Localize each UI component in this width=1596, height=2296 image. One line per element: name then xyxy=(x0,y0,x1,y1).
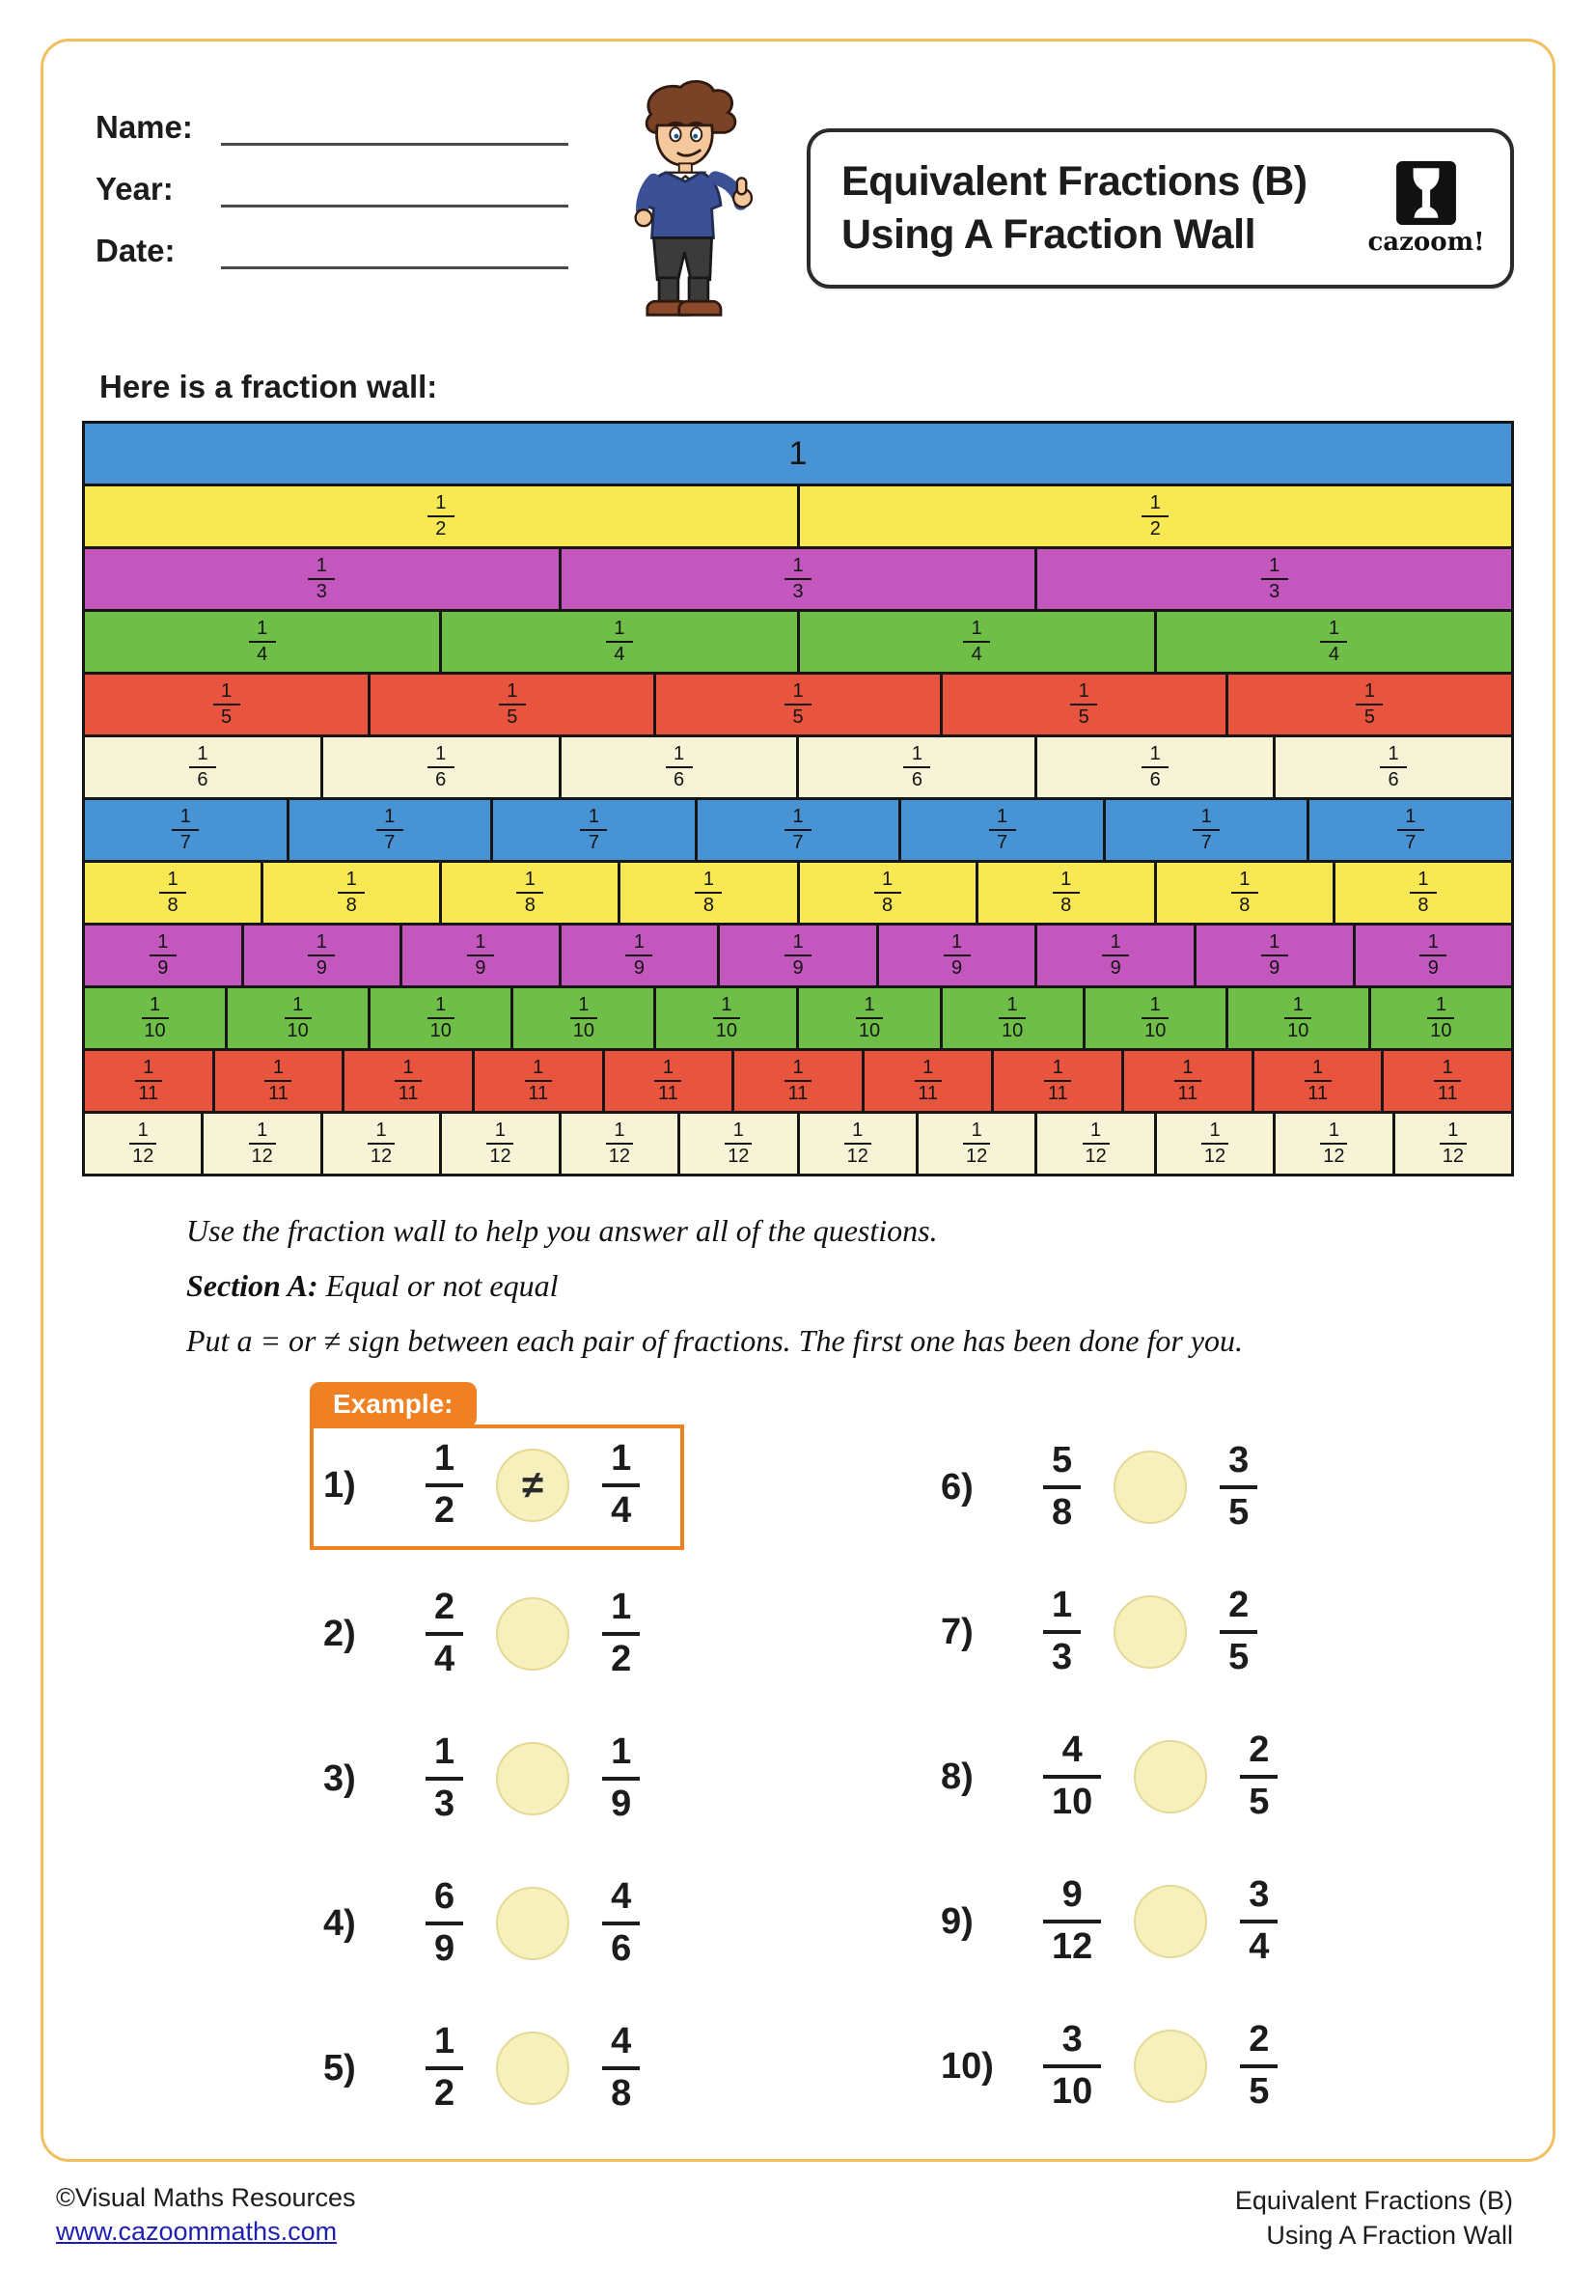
fraction-wall-row xyxy=(82,672,1514,737)
fraction-cell-1-7: $\frac{1}{7}$ xyxy=(1103,797,1310,863)
fraction-cell-1-8: $\frac{1}{8}$ xyxy=(261,860,442,926)
fraction-right: $\frac{2}{5}$ xyxy=(1240,1731,1278,1822)
date-input-line[interactable] xyxy=(221,235,568,269)
fraction-cell-1-7: $\frac{1}{7}$ xyxy=(82,797,289,863)
fraction-right: $\frac{4}{6}$ xyxy=(602,1878,640,1969)
question-number: 5) xyxy=(323,2047,356,2089)
fraction-cell-1-12: $\frac{1}{12}$ xyxy=(559,1111,680,1176)
fraction-cell-1-6: $\frac{1}{6}$ xyxy=(320,734,562,800)
name-input-line[interactable] xyxy=(221,111,568,146)
question-row-4 xyxy=(323,1872,798,1975)
fraction-wall xyxy=(82,421,1514,1176)
fraction-cell-1-2: $\frac{1}{2}$ xyxy=(797,484,1515,549)
fraction-wall-row xyxy=(82,1048,1514,1114)
question-row-6 xyxy=(941,1436,1514,1538)
header xyxy=(82,94,1514,355)
fraction-cell-1-9: $\frac{1}{9}$ xyxy=(876,923,1038,988)
question-number: 2) xyxy=(323,1613,356,1654)
year-field-row xyxy=(96,171,584,207)
questions-right-column xyxy=(798,1378,1514,2162)
instructions xyxy=(186,1213,1514,1359)
footer-title-line2: Using A Fraction Wall xyxy=(1266,2221,1513,2251)
fraction-wall-row xyxy=(82,923,1514,988)
fraction-right: $\frac{3}{5}$ xyxy=(1220,1442,1257,1533)
fraction-cell-1-6: $\frac{1}{6}$ xyxy=(1034,734,1276,800)
fraction-cell-1-12: $\frac{1}{12}$ xyxy=(1154,1111,1276,1176)
fraction-cell-1-5: $\frac{1}{5}$ xyxy=(82,672,371,737)
answer-circle[interactable] xyxy=(1134,1885,1207,1958)
cazoom-goblet-icon xyxy=(1396,161,1456,225)
fraction-cell-1-5: $\frac{1}{5}$ xyxy=(368,672,656,737)
fraction-cell-1-9: $\frac{1}{9}$ xyxy=(241,923,403,988)
fraction-cell-1-7: $\frac{1}{7}$ xyxy=(898,797,1106,863)
fraction-cell-1-9: $\frac{1}{9}$ xyxy=(399,923,562,988)
question-number: 1) xyxy=(323,1464,356,1506)
fraction-cell-1-10: $\frac{1}{10}$ xyxy=(796,985,942,1051)
fraction-cell-1-5: $\frac{1}{5}$ xyxy=(940,672,1228,737)
fraction-cell-1-8: $\frac{1}{8}$ xyxy=(439,860,620,926)
question-row-5 xyxy=(323,2017,798,2119)
fraction-cell-1-5: $\frac{1}{5}$ xyxy=(653,672,942,737)
fraction-cell-1-11: $\frac{1}{11}$ xyxy=(731,1048,865,1114)
fraction-cell-1-9: $\frac{1}{9}$ xyxy=(1194,923,1356,988)
fraction-cell-1-10: $\frac{1}{10}$ xyxy=(225,985,371,1051)
cazoom-website-link[interactable]: www.cazoommaths.com xyxy=(56,2217,338,2246)
fraction-cell-1-7: $\frac{1}{7}$ xyxy=(287,797,494,863)
fraction-cell-1-3: $\frac{1}{3}$ xyxy=(559,546,1038,612)
year-label: Year: xyxy=(96,171,174,207)
answer-circle[interactable] xyxy=(496,2032,569,2105)
fraction-wall-row xyxy=(82,734,1514,800)
fraction-cell-1-4: $\frac{1}{4}$ xyxy=(797,609,1157,675)
footer-document-title xyxy=(1235,2183,1513,2254)
footer-left xyxy=(56,2183,356,2254)
fraction-left: $\frac{5}{8}$ xyxy=(1043,1442,1081,1533)
fraction-right: $\frac{3}{4}$ xyxy=(1240,1876,1278,1967)
footer xyxy=(56,2183,1513,2254)
answer-circle[interactable] xyxy=(1134,2030,1207,2103)
fraction-cell-1-11: $\frac{1}{11}$ xyxy=(862,1048,995,1114)
question-number: 10) xyxy=(941,2045,994,2087)
questions-section xyxy=(82,1378,1514,2162)
answer-circle[interactable] xyxy=(496,1742,569,1815)
fraction-cell-1-3: $\frac{1}{3}$ xyxy=(1034,546,1514,612)
fraction-cell-1-9: $\frac{1}{9}$ xyxy=(1034,923,1197,988)
fraction-wall-row xyxy=(82,546,1514,612)
fraction-cell-1-12: $\frac{1}{12}$ xyxy=(1034,1111,1156,1176)
fraction-right: $\frac{1}{9}$ xyxy=(602,1733,640,1824)
fraction-wall-row xyxy=(82,985,1514,1051)
fraction-cell-1-9: $\frac{1}{9}$ xyxy=(717,923,879,988)
fraction-wall-row xyxy=(82,421,1514,486)
fraction-cell-1-12: $\frac{1}{12}$ xyxy=(201,1111,322,1176)
question-row-7 xyxy=(941,1581,1514,1683)
fraction-cell-1-3: $\frac{1}{3}$ xyxy=(82,546,562,612)
cazoom-logo-text: cazoom! xyxy=(1367,227,1485,257)
question-row-8 xyxy=(941,1726,1514,1828)
fraction-right: $\frac{4}{8}$ xyxy=(602,2023,640,2114)
date-field-row xyxy=(96,233,584,269)
fraction-cell-1-11: $\frac{1}{11}$ xyxy=(602,1048,735,1114)
fraction-cell-whole: 1 xyxy=(82,421,1514,486)
fraction-left: $\frac{1}{3}$ xyxy=(426,1733,463,1824)
question-number: 4) xyxy=(323,1902,356,1944)
fraction-wall-row xyxy=(82,1111,1514,1176)
fraction-cell-1-10: $\frac{1}{10}$ xyxy=(940,985,1086,1051)
fraction-cell-1-6: $\frac{1}{6}$ xyxy=(82,734,323,800)
worksheet-title-line1: Equivalent Fractions (B) xyxy=(841,158,1307,205)
fraction-wall-row xyxy=(82,484,1514,549)
fraction-cell-1-7: $\frac{1}{7}$ xyxy=(1307,797,1514,863)
question-number: 6) xyxy=(941,1466,974,1508)
fraction-cell-1-10: $\frac{1}{10}$ xyxy=(368,985,513,1051)
fraction-wall-row xyxy=(82,609,1514,675)
worksheet-page xyxy=(0,39,1596,2296)
fraction-cell-1-10: $\frac{1}{10}$ xyxy=(82,985,228,1051)
fraction-cell-1-9: $\frac{1}{9}$ xyxy=(559,923,721,988)
title-box xyxy=(807,128,1514,289)
fraction-left: $\frac{1}{2}$ xyxy=(426,1440,463,1531)
fraction-cell-1-11: $\frac{1}{11}$ xyxy=(1252,1048,1385,1114)
fraction-cell-1-2: $\frac{1}{2}$ xyxy=(82,484,800,549)
student-fields xyxy=(82,94,584,355)
copyright-text: ©Visual Maths Resources xyxy=(56,2183,356,2212)
example-badge: Example: xyxy=(310,1382,477,1427)
fraction-right: $\frac{1}{2}$ xyxy=(602,1589,640,1679)
cartoon-boy-illustration xyxy=(584,78,791,355)
section-a-title: Equal or not equal xyxy=(317,1268,559,1303)
section-a-heading xyxy=(186,1268,1514,1304)
fraction-cell-1-8: $\frac{1}{8}$ xyxy=(976,860,1157,926)
fraction-cell-1-4: $\frac{1}{4}$ xyxy=(82,609,442,675)
question-row-1 xyxy=(323,1434,649,1536)
fraction-cell-1-10: $\frac{1}{10}$ xyxy=(1225,985,1371,1051)
fraction-cell-1-12: $\frac{1}{12}$ xyxy=(1273,1111,1394,1176)
fraction-left: $\frac{1}{3}$ xyxy=(1043,1587,1081,1677)
fraction-wall-heading: Here is a fraction wall: xyxy=(99,369,438,404)
instructions-intro: Use the fraction wall to help you answer all of the questions. xyxy=(186,1213,938,1248)
answer-circle[interactable] xyxy=(1134,1740,1207,1813)
fraction-cell-1-6: $\frac{1}{6}$ xyxy=(1273,734,1514,800)
fraction-left: $\frac{4}{10}$ xyxy=(1043,1731,1101,1822)
fraction-cell-1-12: $\frac{1}{12}$ xyxy=(82,1111,204,1176)
fraction-cell-1-9: $\frac{1}{9}$ xyxy=(82,923,244,988)
fraction-cell-1-8: $\frac{1}{8}$ xyxy=(1333,860,1514,926)
fraction-cell-1-8: $\frac{1}{8}$ xyxy=(618,860,799,926)
questions-left-column xyxy=(82,1378,798,2162)
title-area xyxy=(791,94,1514,355)
question-number: 8) xyxy=(941,1756,974,1797)
fraction-left: $\frac{9}{12}$ xyxy=(1043,1876,1101,1967)
fraction-left: $\frac{3}{10}$ xyxy=(1043,2021,1101,2112)
fraction-cell-1-10: $\frac{1}{10}$ xyxy=(510,985,656,1051)
fraction-cell-1-10: $\frac{1}{10}$ xyxy=(1083,985,1228,1051)
fraction-cell-1-7: $\frac{1}{7}$ xyxy=(695,797,902,863)
answer-circle[interactable] xyxy=(1114,1595,1187,1669)
instructions-directions: Put a = or ≠ sign between each pair of fractions. The first one has been done for you. xyxy=(186,1323,1244,1358)
page-border-frame xyxy=(41,39,1555,2162)
worksheet-title-line2: Using A Fraction Wall xyxy=(841,211,1256,259)
fraction-cell-1-4: $\frac{1}{4}$ xyxy=(439,609,799,675)
answer-circle[interactable] xyxy=(496,1887,569,1960)
fraction-wall-row xyxy=(82,797,1514,863)
answer-circle[interactable] xyxy=(1114,1451,1187,1524)
question-row-3 xyxy=(323,1728,798,1830)
fraction-right: $\frac{1}{4}$ xyxy=(602,1440,640,1531)
fraction-cell-1-11: $\frac{1}{11}$ xyxy=(991,1048,1124,1114)
fraction-cell-1-11: $\frac{1}{11}$ xyxy=(1381,1048,1514,1114)
fraction-cell-1-6: $\frac{1}{6}$ xyxy=(796,734,1037,800)
question-number: 7) xyxy=(941,1611,974,1652)
fraction-cell-1-12: $\frac{1}{12}$ xyxy=(677,1111,799,1176)
question-row-10 xyxy=(941,2015,1514,2117)
fraction-cell-1-12: $\frac{1}{12}$ xyxy=(916,1111,1037,1176)
fraction-cell-1-11: $\frac{1}{11}$ xyxy=(82,1048,215,1114)
fraction-cell-1-6: $\frac{1}{6}$ xyxy=(559,734,800,800)
fraction-cell-1-10: $\frac{1}{10}$ xyxy=(653,985,799,1051)
question-number: 3) xyxy=(323,1757,356,1799)
fraction-cell-1-11: $\frac{1}{11}$ xyxy=(212,1048,345,1114)
footer-title-line1: Equivalent Fractions (B) xyxy=(1234,2186,1513,2215)
date-label: Date: xyxy=(96,233,176,268)
fraction-left: $\frac{6}{9}$ xyxy=(426,1878,463,1969)
fraction-cell-1-5: $\frac{1}{5}$ xyxy=(1225,672,1514,737)
fraction-left: $\frac{2}{4}$ xyxy=(426,1589,463,1679)
fraction-right: $\frac{2}{5}$ xyxy=(1220,1587,1257,1677)
fraction-cell-1-11: $\frac{1}{11}$ xyxy=(472,1048,605,1114)
question-row-2 xyxy=(323,1583,798,1685)
fraction-cell-1-11: $\frac{1}{11}$ xyxy=(1121,1048,1254,1114)
fraction-cell-1-12: $\frac{1}{12}$ xyxy=(439,1111,561,1176)
worksheet-title xyxy=(841,155,1369,262)
fraction-cell-1-9: $\frac{1}{9}$ xyxy=(1353,923,1515,988)
fraction-wall-row xyxy=(82,860,1514,926)
example-box xyxy=(310,1389,684,1550)
question-number: 9) xyxy=(941,1900,974,1942)
fraction-cell-1-4: $\frac{1}{4}$ xyxy=(1154,609,1514,675)
fraction-cell-1-7: $\frac{1}{7}$ xyxy=(490,797,698,863)
answer-circle[interactable] xyxy=(496,1597,569,1671)
question-row-9 xyxy=(941,1870,1514,1973)
fraction-cell-1-12: $\frac{1}{12}$ xyxy=(320,1111,442,1176)
name-field-row xyxy=(96,109,584,146)
fraction-cell-1-8: $\frac{1}{8}$ xyxy=(1154,860,1335,926)
fraction-right: $\frac{2}{5}$ xyxy=(1240,2021,1278,2112)
year-input-line[interactable] xyxy=(221,173,568,207)
fraction-cell-1-12: $\frac{1}{12}$ xyxy=(797,1111,919,1176)
cazoom-logo xyxy=(1369,161,1483,257)
fraction-cell-1-12: $\frac{1}{12}$ xyxy=(1392,1111,1514,1176)
fraction-cell-1-8: $\frac{1}{8}$ xyxy=(82,860,263,926)
fraction-cell-1-11: $\frac{1}{11}$ xyxy=(342,1048,475,1114)
section-a-label: Section A: xyxy=(186,1268,318,1303)
fraction-left: $\frac{1}{2}$ xyxy=(426,2023,463,2114)
fraction-cell-1-8: $\frac{1}{8}$ xyxy=(797,860,978,926)
name-label: Name: xyxy=(96,109,193,145)
fraction-cell-1-10: $\frac{1}{10}$ xyxy=(1368,985,1514,1051)
answer-circle[interactable]: ≠ xyxy=(496,1449,569,1522)
